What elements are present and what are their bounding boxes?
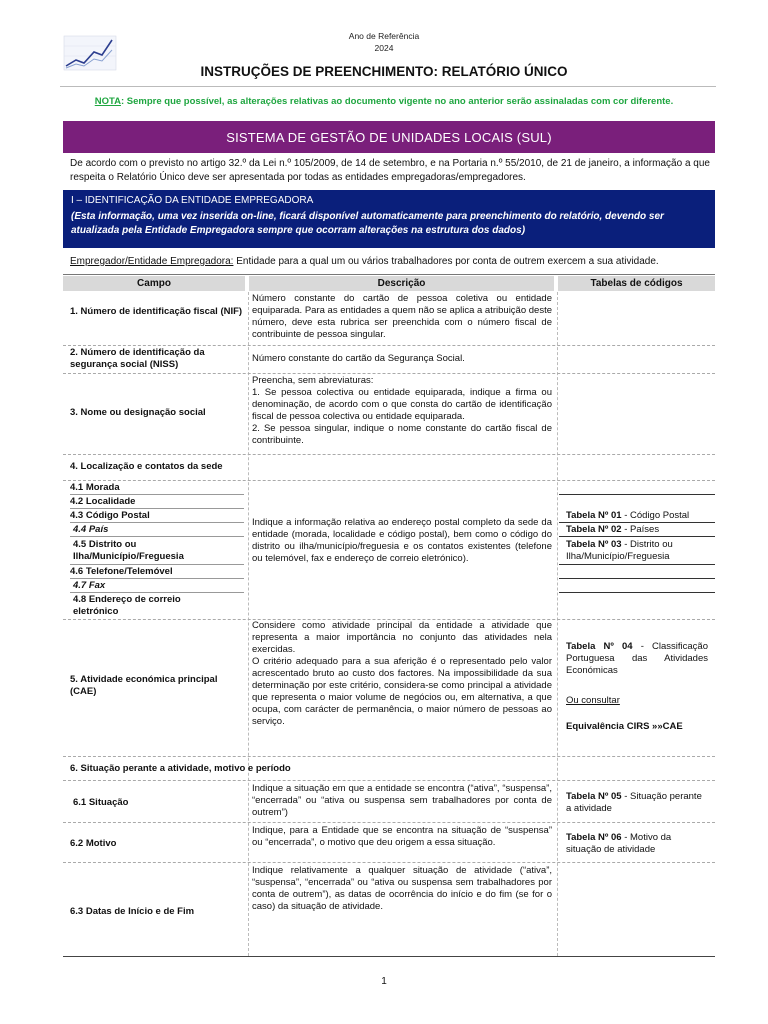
col-header-campo: Campo <box>63 276 245 291</box>
note-text: : Sempre que possível, as alterações relativas ao documento vigente no ano anterior serão assinaladas com cor diferente. <box>120 96 674 107</box>
row-6-1-campo: 6.1 Situação <box>73 797 129 808</box>
row-5-equivalencia[interactable]: Equivalência CIRS »»CAE <box>566 721 683 732</box>
row-6-1-desc: Indique a situação em que a entidade se encontra (“ativa”, “suspensa”, “encerrada” ou “ativa ou suspensa sem trabalhadores por conta de outrem”) <box>252 783 552 818</box>
row-5-or-consult: Ou consultar <box>566 695 620 706</box>
reference-year-label: Ano de Referência <box>348 31 420 41</box>
section-subtitle: (Esta informação, uma vez inserida on-line, ficará disponível automaticamente para preenchimento do relatório, devendo ser atualizada pela Entidade Empregadora sempre que ocorram alterações na estrutura dos dados) <box>71 211 664 236</box>
table-ref: Tabela Nº 03 <box>566 539 622 550</box>
table-ref: Tabela Nº 06 <box>566 832 622 843</box>
note-label: NOTA <box>94 96 121 107</box>
row-2-desc: Número constante do cartão da Segurança Social. <box>252 353 465 364</box>
row-5-desc <box>252 620 552 728</box>
row-4-desc: Indique a informação relativa ao endereço postal completo da sede da entidade (morada, localidade e código postal), bem como o código do distrito ou ilha/município/freguesia e os contatos existentes (telefone ou telemóvel, fax e endereço de correio eletrónico). <box>252 517 552 564</box>
code-divider <box>559 522 715 523</box>
code-divider <box>559 536 715 537</box>
col-header-descricao: Descrição <box>249 276 554 291</box>
row-4-5: 4.5 Distrito ou Ilha/Município/Freguesia <box>73 539 184 562</box>
row-5-table-04 <box>566 641 708 677</box>
row-6-2-table-06 <box>566 832 708 856</box>
sub-divider <box>70 536 244 537</box>
row-4-table-03 <box>566 539 708 563</box>
sub-divider <box>70 564 244 565</box>
col-divider <box>248 292 249 956</box>
page-number: 1 <box>381 976 387 987</box>
row-divider <box>63 780 715 781</box>
row-6-campo: 6. Situação perante a atividade, motivo e período <box>70 763 291 774</box>
row-4-table-01 <box>566 510 708 522</box>
row-3-desc-line: Preencha, sem abreviaturas: <box>252 375 374 386</box>
sub-divider <box>70 592 244 593</box>
row-4-table-02 <box>566 524 708 536</box>
row-divider <box>63 345 715 346</box>
row-4-2: 4.2 Localidade <box>70 496 136 507</box>
table-ref-desc: - Código Postal <box>621 510 690 521</box>
sub-divider <box>70 578 244 579</box>
row-4-8: 4.8 Endereço de correio eletrónico <box>73 594 181 617</box>
row-6-2-campo: 6.2 Motivo <box>70 838 117 849</box>
row-divider <box>63 756 715 757</box>
code-divider <box>559 592 715 593</box>
row-divider <box>63 454 715 455</box>
row-divider <box>63 862 715 863</box>
employer-label: Empregador/Entidade Empregadora: <box>70 256 234 267</box>
employer-text: Entidade para a qual um ou vários trabalhadores por conta de outrem exercem a sua atividade. <box>233 256 659 267</box>
sub-divider <box>70 508 244 509</box>
table-ref: Tabela Nº 04 <box>566 641 633 652</box>
row-2-campo: 2. Número de identificação da segurança social (NISS) <box>70 347 205 370</box>
table-ref: Tabela Nº 02 <box>566 524 622 535</box>
row-6-3-desc: Indique relativamente a qualquer situação de atividade (“ativa”, “suspensa”, “encerrada” ou “ativa ou suspensa sem trabalhadores por conta de outrem”), as datas de ocorrência do início e do fim (se for o caso) da situação de atividade. <box>252 865 552 912</box>
table-ref-desc: - Motivo da situação de atividade <box>566 832 672 855</box>
note <box>0 96 768 107</box>
row-3-desc-item: 2. Se pessoa singular, indique o nome constante do cartão fiscal de contribuinte. <box>252 423 552 446</box>
row-4-7: 4.7 Fax <box>73 580 106 591</box>
sub-divider <box>70 522 244 523</box>
intro-paragraph: De acordo com o previsto no artigo 32.º da Lei n.º 105/2009, de 14 de setembro, e na Portaria n.º 55/2010, de 21 de janeiro, a informação a que respeita o Relatório Único deve ser apresentada por todas as entidades empregadoras/empregadores. <box>70 158 710 183</box>
row-5-desc-p1: Considere como atividade principal da entidade a atividade que representa a maior importância no conjunto das atividades nela exercidas. <box>252 620 552 655</box>
row-divider <box>63 373 715 374</box>
row-1-desc: Número constante do cartão de pessoa coletiva ou entidade equiparada. Para as entidades a quem não se aplica a atribuição deste número, deve esta rubrica ser preenchida com o número fiscal de contribuinte de pessoa singular. <box>252 293 552 340</box>
table-ref-desc: - Distrito ou Ilha/Município/Freguesia <box>566 539 673 562</box>
table-ref-desc: - Situação perante a atividade <box>566 791 702 814</box>
page-title: INSTRUÇÕES DE PREENCHIMENTO: RELATÓRIO ÚNICO <box>200 64 568 79</box>
table-ref-desc: - Classificação Portuguesa das Atividades Económicas <box>566 641 708 676</box>
row-4-6: 4.6 Telefone/Telemóvel <box>70 566 173 577</box>
divider <box>60 86 716 87</box>
col-divider <box>557 292 558 956</box>
table-bottom-rule <box>63 956 715 957</box>
reference-year: 2024 <box>374 43 394 53</box>
section-heading: I – IDENTIFICAÇÃO DA ENTIDADE EMPREGADORA <box>71 195 314 206</box>
table-ref: Tabela Nº 01 <box>566 510 622 521</box>
row-3-desc <box>252 375 552 447</box>
code-divider <box>559 564 715 565</box>
employer-definition <box>70 256 715 267</box>
table-top-rule <box>63 274 715 275</box>
code-divider <box>559 578 715 579</box>
row-3-desc-item: 1. Se pessoa colectiva ou entidade equiparada, indique a firma ou denominação, de acordo com o que consta do cartão de identificação fiscal de pessoa colectiva ou entidade equiparada. <box>252 387 552 422</box>
table-ref-desc: - Países <box>621 524 660 535</box>
row-4-3: 4.3 Código Postal <box>70 510 150 521</box>
col-header-tabelas: Tabelas de códigos <box>558 276 715 291</box>
row-3-campo: 3. Nome ou designação social <box>70 407 206 418</box>
table-ref: Tabela Nº 05 <box>566 791 622 802</box>
row-5-campo: 5. Atividade económica principal (CAE) <box>70 674 218 697</box>
row-5-desc-p2: O critério adequado para a sua aferição é o representado pelo valor acrescentado bruto ao custo dos factores. Na impossibilidade da sua determinação por este critério, considera-se como principal a atividade que representa o maior volume de negócios ou, em alternativa, a que ocupa, com carácter de permanência, o maior número de pessoas ao serviço. <box>252 656 552 727</box>
row-1-campo: 1. Número de identificação fiscal (NIF) <box>70 306 243 317</box>
row-4-1: 4.1 Morada <box>70 482 120 493</box>
row-6-1-table-05 <box>566 791 708 815</box>
sub-divider <box>70 494 244 495</box>
row-divider <box>63 822 715 823</box>
row-4-campo: 4. Localização e contatos da sede <box>70 461 223 472</box>
sul-banner: SISTEMA DE GESTÃO DE UNIDADES LOCAIS (SUL) <box>63 121 715 153</box>
section-header <box>63 190 715 248</box>
row-6-2-desc: Indique, para a Entidade que se encontra na situação de “suspensa” ou “encerrada”, o motivo que deu origem a essa situação. <box>252 825 552 848</box>
row-4-4: 4.4 País <box>73 524 109 535</box>
row-divider <box>63 480 715 481</box>
code-divider <box>559 494 715 495</box>
row-6-3-campo: 6.3 Datas de Início e de Fim <box>70 906 195 917</box>
